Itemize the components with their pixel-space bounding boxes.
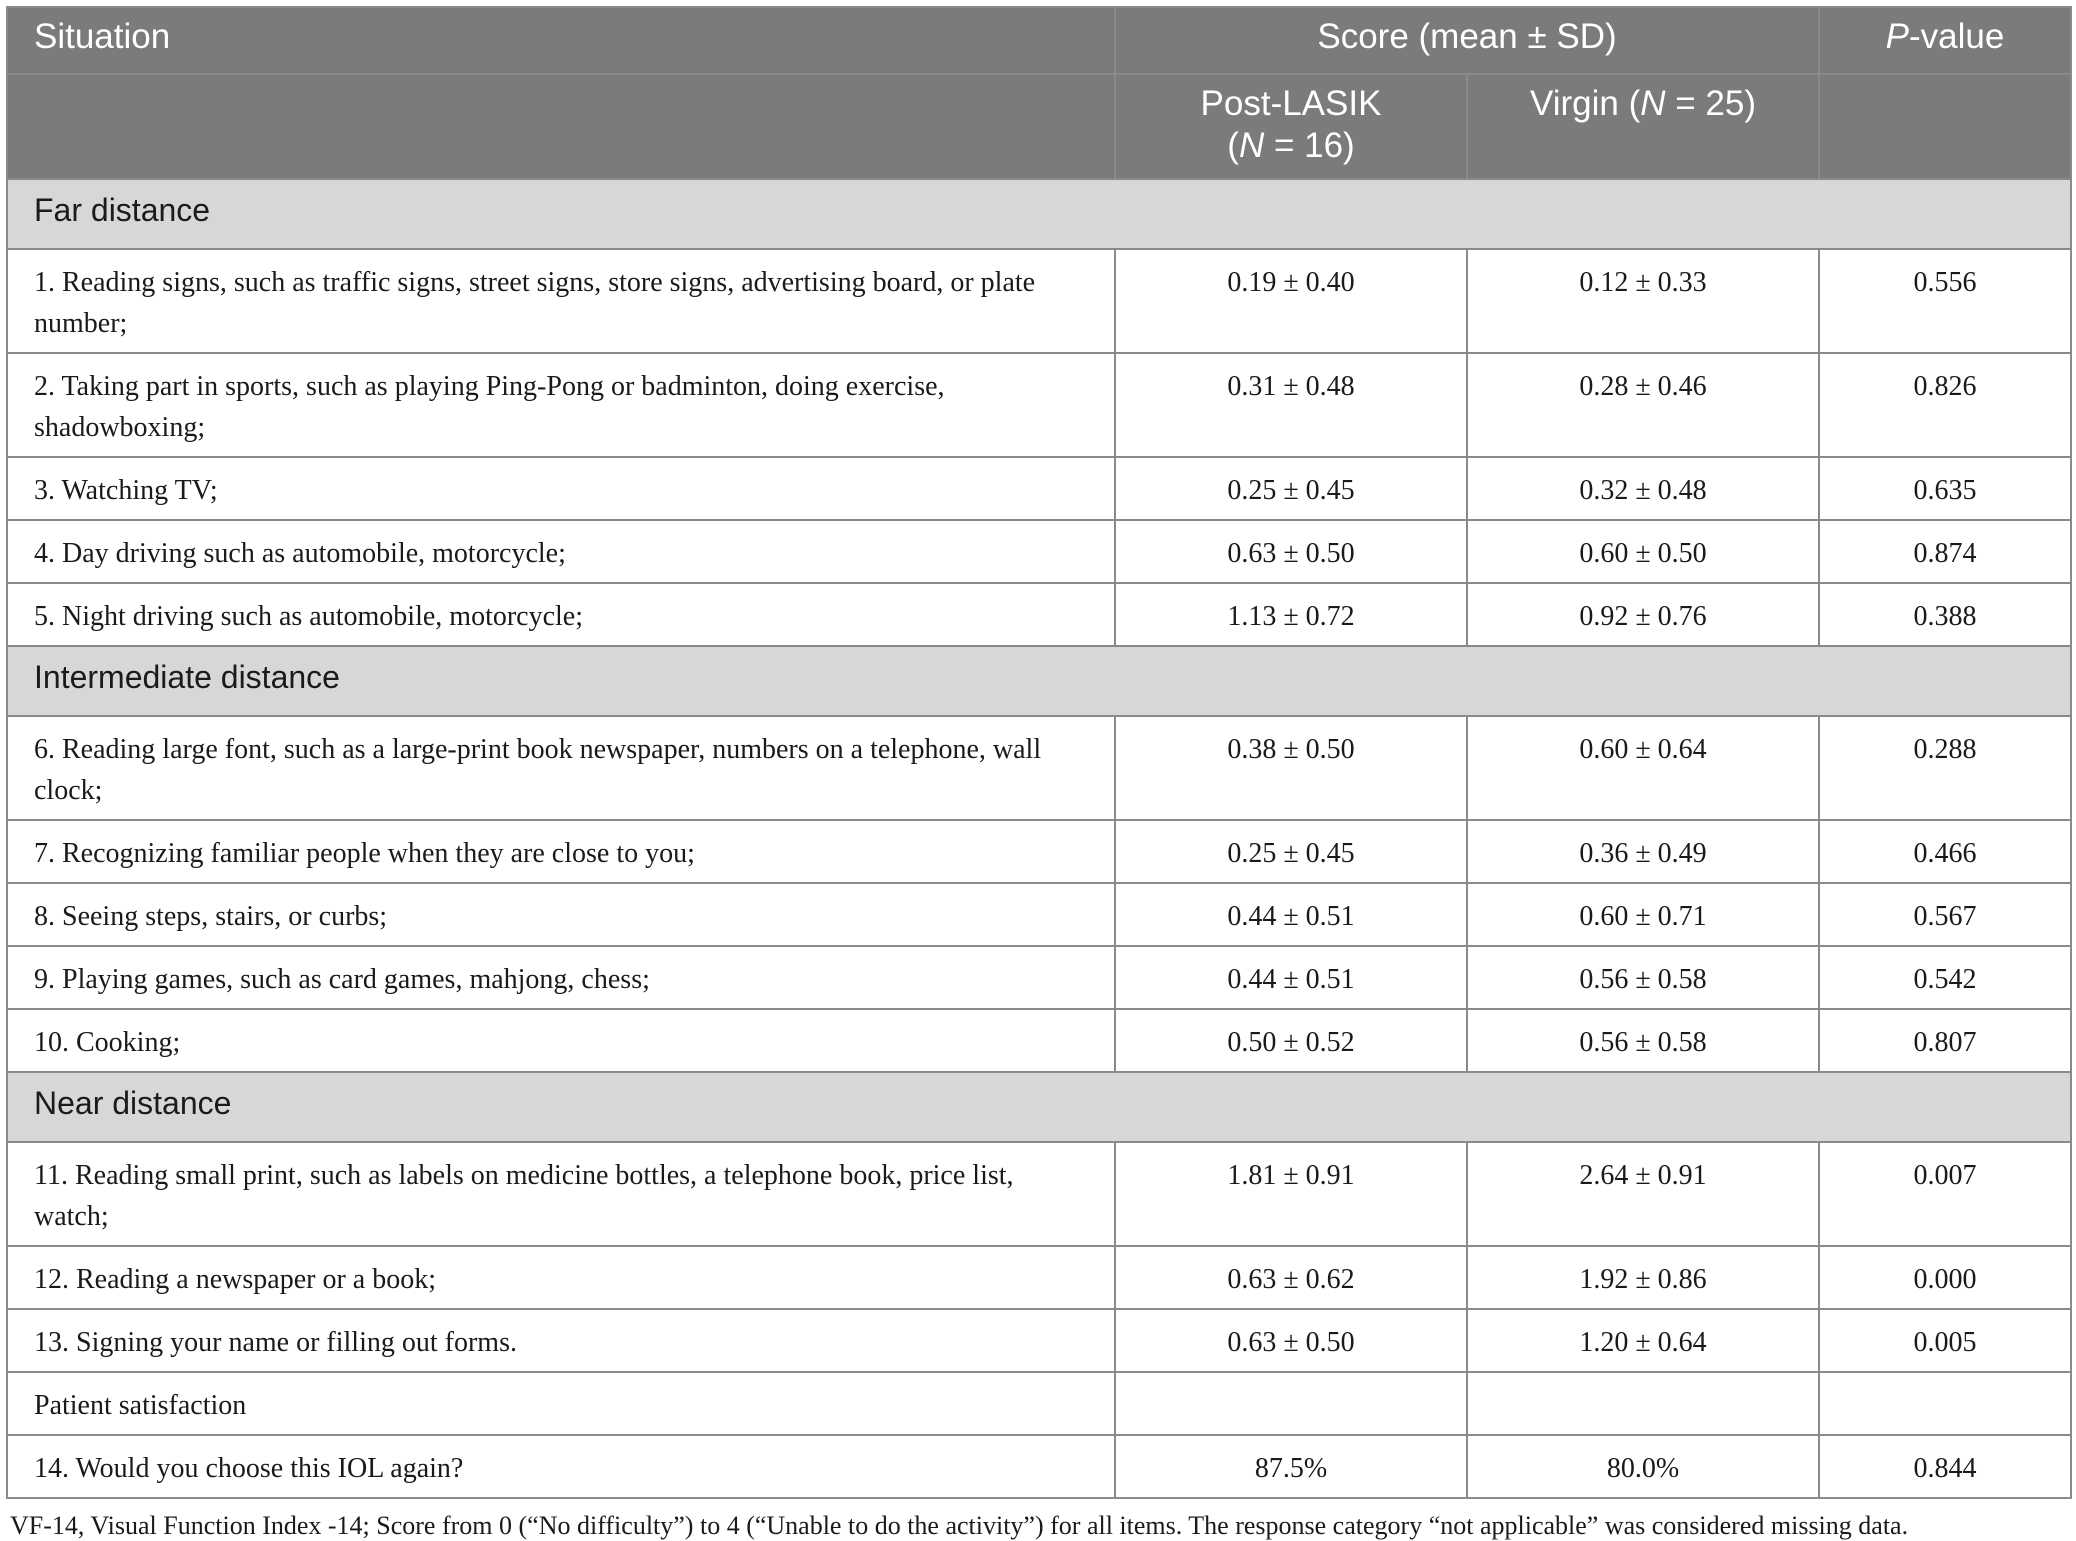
virgin-cell: 0.56 ± 0.58 <box>1467 946 1819 1009</box>
table-row <box>7 716 2071 820</box>
post-lasik-cell: 1.13 ± 0.72 <box>1115 583 1467 646</box>
pvalue-cell: 0.000 <box>1819 1246 2071 1309</box>
header-post-lasik-n-open: ( <box>1227 126 1239 165</box>
header-blank-pvalue <box>1819 74 2071 179</box>
pvalue-cell: 0.807 <box>1819 1009 2071 1072</box>
table-row <box>7 1246 2071 1309</box>
post-lasik-cell: 0.19 ± 0.40 <box>1115 249 1467 353</box>
header-pvalue-italic: P <box>1885 17 1910 56</box>
pvalue-cell: 0.466 <box>1819 820 2071 883</box>
table-row <box>7 457 2071 520</box>
pvalue-cell: 0.635 <box>1819 457 2071 520</box>
table-container <box>6 6 2070 1541</box>
pvalue-cell: 0.567 <box>1819 883 2071 946</box>
header-row-1 <box>7 7 2071 74</box>
virgin-cell: 2.64 ± 0.91 <box>1467 1142 1819 1246</box>
table-footnote: VF-14, Visual Function Index -14; Score from 0 (“No difficulty”) to 4 (“Unable to do the activity”) for all items. The response category “not applicable” was considered missing data. <box>10 1511 1909 1540</box>
situation-cell: 6. Reading large font, such as a large-print book newspaper, numbers on a telephone, wall clock; <box>7 716 1115 820</box>
table-row <box>7 1009 2071 1072</box>
situation-cell: 9. Playing games, such as card games, mahjong, chess; <box>7 946 1115 1009</box>
table-row <box>7 353 2071 457</box>
post-lasik-cell: 0.25 ± 0.45 <box>1115 457 1467 520</box>
pvalue-cell: 0.005 <box>1819 1309 2071 1372</box>
vf14-table <box>6 6 2072 1499</box>
virgin-cell: 0.60 ± 0.50 <box>1467 520 1819 583</box>
situation-cell: 1. Reading signs, such as traffic signs, street signs, store signs, advertising board, or plate number; <box>7 249 1115 353</box>
pvalue-cell: 0.844 <box>1819 1435 2071 1498</box>
virgin-cell <box>1467 1372 1819 1435</box>
situation-cell: 2. Taking part in sports, such as playing Ping-Pong or badminton, doing exercise, shadowboxing; <box>7 353 1115 457</box>
section-row-far <box>7 179 2071 249</box>
virgin-cell: 0.60 ± 0.64 <box>1467 716 1819 820</box>
header-situation: Situation <box>7 7 1115 74</box>
pvalue-cell: 0.826 <box>1819 353 2071 457</box>
header-virgin-n-italic: N <box>1640 84 1666 123</box>
header-virgin <box>1467 74 1819 179</box>
situation-cell: 7. Recognizing familiar people when they are close to you; <box>7 820 1115 883</box>
table-header <box>7 7 2071 179</box>
virgin-cell: 0.12 ± 0.33 <box>1467 249 1819 353</box>
situation-cell: 3. Watching TV; <box>7 457 1115 520</box>
section-label: Intermediate distance <box>7 646 2071 716</box>
post-lasik-cell: 0.25 ± 0.45 <box>1115 820 1467 883</box>
virgin-cell: 0.28 ± 0.46 <box>1467 353 1819 457</box>
pvalue-cell <box>1819 1372 2071 1435</box>
situation-cell: 13. Signing your name or filling out forms. <box>7 1309 1115 1372</box>
virgin-cell: 0.36 ± 0.49 <box>1467 820 1819 883</box>
section-row-near <box>7 1072 2071 1142</box>
pvalue-cell: 0.007 <box>1819 1142 2071 1246</box>
pvalue-cell: 0.556 <box>1819 249 2071 353</box>
header-post-lasik <box>1115 74 1467 179</box>
header-virgin-prefix: Virgin ( <box>1530 84 1641 123</box>
virgin-cell: 1.20 ± 0.64 <box>1467 1309 1819 1372</box>
table-row <box>7 583 2071 646</box>
header-blank-situation <box>7 74 1115 179</box>
virgin-cell: 80.0% <box>1467 1435 1819 1498</box>
post-lasik-cell: 0.63 ± 0.50 <box>1115 1309 1467 1372</box>
situation-cell: 12. Reading a newspaper or a book; <box>7 1246 1115 1309</box>
post-lasik-cell: 0.31 ± 0.48 <box>1115 353 1467 457</box>
header-post-lasik-line1: Post-LASIK <box>1200 84 1382 123</box>
table-row <box>7 1309 2071 1372</box>
post-lasik-cell <box>1115 1372 1467 1435</box>
situation-cell: 5. Night driving such as automobile, motorcycle; <box>7 583 1115 646</box>
post-lasik-cell: 1.81 ± 0.91 <box>1115 1142 1467 1246</box>
table-row <box>7 1435 2071 1498</box>
virgin-cell: 0.60 ± 0.71 <box>1467 883 1819 946</box>
table-row <box>7 820 2071 883</box>
post-lasik-cell: 0.44 ± 0.51 <box>1115 946 1467 1009</box>
table-row <box>7 249 2071 353</box>
table-body <box>7 179 2071 1498</box>
post-lasik-cell: 0.50 ± 0.52 <box>1115 1009 1467 1072</box>
section-row-intermediate <box>7 646 2071 716</box>
table-row <box>7 520 2071 583</box>
virgin-cell: 0.92 ± 0.76 <box>1467 583 1819 646</box>
situation-cell: 11. Reading small print, such as labels on medicine bottles, a telephone book, price list, watch; <box>7 1142 1115 1246</box>
header-pvalue-rest: -value <box>1909 17 2005 56</box>
situation-cell: 4. Day driving such as automobile, motorcycle; <box>7 520 1115 583</box>
situation-cell: 8. Seeing steps, stairs, or curbs; <box>7 883 1115 946</box>
situation-cell: Patient satisfaction <box>7 1372 1115 1435</box>
post-lasik-cell: 0.63 ± 0.62 <box>1115 1246 1467 1309</box>
header-row-2 <box>7 74 2071 179</box>
table-row <box>7 1142 2071 1246</box>
pvalue-cell: 0.388 <box>1819 583 2071 646</box>
table-row <box>7 883 2071 946</box>
post-lasik-cell: 0.44 ± 0.51 <box>1115 883 1467 946</box>
pvalue-cell: 0.874 <box>1819 520 2071 583</box>
post-lasik-cell: 87.5% <box>1115 1435 1467 1498</box>
header-score: Score (mean ± SD) <box>1115 7 1819 74</box>
table-row <box>7 1372 2071 1435</box>
header-post-lasik-n-italic: N <box>1238 126 1265 165</box>
situation-cell: 10. Cooking; <box>7 1009 1115 1072</box>
header-pvalue <box>1819 7 2071 74</box>
post-lasik-cell: 0.38 ± 0.50 <box>1115 716 1467 820</box>
pvalue-cell: 0.288 <box>1819 716 2071 820</box>
header-virgin-n-rest: = 25) <box>1665 84 1756 123</box>
situation-cell: 14. Would you choose this IOL again? <box>7 1435 1115 1498</box>
table-row <box>7 946 2071 1009</box>
virgin-cell: 0.56 ± 0.58 <box>1467 1009 1819 1072</box>
virgin-cell: 1.92 ± 0.86 <box>1467 1246 1819 1309</box>
section-label: Near distance <box>7 1072 2071 1142</box>
virgin-cell: 0.32 ± 0.48 <box>1467 457 1819 520</box>
post-lasik-cell: 0.63 ± 0.50 <box>1115 520 1467 583</box>
header-post-lasik-n-rest: = 16) <box>1264 126 1355 165</box>
pvalue-cell: 0.542 <box>1819 946 2071 1009</box>
section-label: Far distance <box>7 179 2071 249</box>
